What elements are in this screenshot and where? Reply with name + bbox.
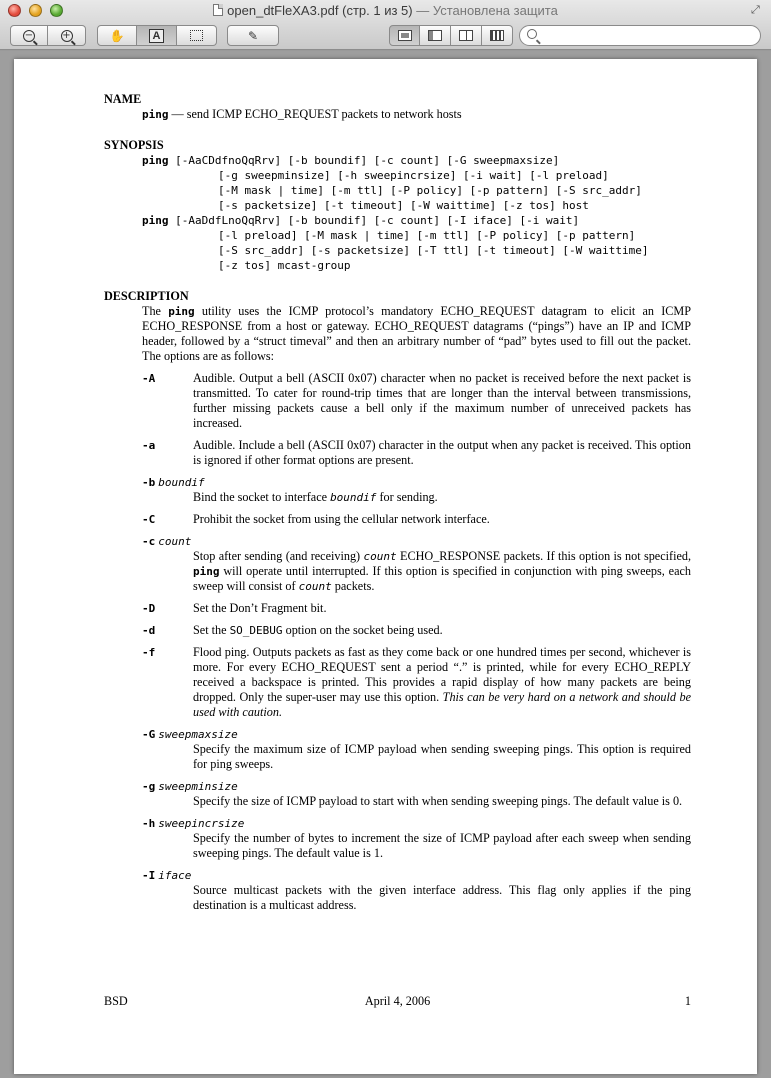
- footer-os: BSD: [104, 994, 128, 1008]
- view-contact-sheet-button[interactable]: [482, 25, 513, 46]
- option-item: [142, 623, 691, 638]
- search-icon: [527, 29, 537, 39]
- pencil-icon: ✎: [247, 28, 259, 43]
- option-flag: -I: [142, 869, 156, 882]
- window-filename: open_dtFleXA3.pdf: [227, 3, 339, 18]
- option-arg-ref: count: [363, 550, 397, 563]
- window-security-status: Установлена защита: [432, 3, 558, 18]
- option-flag: -f: [142, 646, 156, 659]
- option-text: Flood ping. Outputs packets as fast as they come back or one hundred times per second, whichever is more. For every ECHO_REQUEST sent a period “.” is printed, while for every ECHO_REPLY received a backspace is printed. This provides a rapid display of how many packets are being dropped. Only the super-user may use this option.: [193, 645, 691, 704]
- description-paragraph: [142, 304, 691, 364]
- annotate-button[interactable]: [227, 25, 279, 46]
- desc-text: utility uses the ICMP protocol’s mandatory ECHO_REQUEST datagram to elicit an ICMP ECHO_RESPONSE from a host or gateway. ECHO_REQUEST datagrams (“pings”) have an IP and ICMP header, followed by a “struct timeval” and then an arbitrary number of “pad” bytes used to fill out the packet. The options are as follows:: [142, 304, 692, 363]
- desc-text: The: [142, 304, 161, 318]
- zoom-in-button[interactable]: [48, 25, 86, 46]
- synopsis-line: [-l preload] [-M mask | time] [-m ttl] [-P policy] [-p pattern]: [218, 229, 636, 242]
- option-description: Audible. Output a bell (ASCII 0x07) character when no packet is received before the next packet is transmitted. To cater for round-trip times that are longer than the interval between transmissions, further missing packets cause a bell only if the maximum number of unreceived packets has increased.: [193, 371, 691, 430]
- option-item: [142, 534, 691, 594]
- option-flag: -D: [142, 602, 156, 615]
- option-description: Prohibit the socket from using the cellular network interface.: [193, 512, 490, 526]
- option-arg: count: [158, 535, 192, 548]
- option-flag: -G: [142, 728, 156, 741]
- option-code: SO_DEBUG: [229, 624, 283, 637]
- synopsis-line: [-s packetsize] [-t timeout] [-W waittime] [-z tos] host: [218, 199, 589, 212]
- option-description: [193, 549, 691, 594]
- option-header: [142, 779, 691, 794]
- option-command-ref: ping: [193, 565, 220, 578]
- option-text: for sending.: [379, 490, 438, 504]
- document-viewer[interactable]: [0, 51, 771, 1078]
- zoom-control-group: [10, 25, 86, 46]
- synopsis-command: ping: [142, 154, 169, 167]
- text-select-icon: A: [149, 29, 164, 43]
- option-header: [142, 868, 691, 883]
- option-text: will operate until interrupted. If this option is specified in conjunction with ping sweeps, each sweep will consist of: [193, 564, 691, 593]
- option-text: option on the socket being used.: [285, 623, 443, 637]
- synopsis-line: [-g sweepminsize] [-h sweepincrsize] [-i wait] [-l preload]: [218, 169, 609, 182]
- name-command: ping: [142, 108, 169, 121]
- synopsis-line: [142, 213, 691, 228]
- option-flag: -h: [142, 817, 156, 830]
- view-mode-group: [389, 25, 513, 46]
- option-item: [142, 645, 691, 720]
- option-item: [142, 371, 691, 431]
- option-arg: sweepincrsize: [158, 817, 245, 830]
- option-item: [142, 601, 691, 616]
- option-description: [193, 490, 691, 505]
- window-page-info: (стр. 1 из 5): [342, 3, 413, 18]
- zoom-out-icon: −: [24, 29, 34, 41]
- option-description: Specify the number of bytes to increment the size of ICMP payload after each sweep when sending sweeping pings. The default value is 1.: [193, 831, 691, 860]
- option-item: [142, 816, 691, 861]
- annotate-control-group: [227, 25, 279, 46]
- window-chrome: [0, 0, 771, 50]
- synopsis-args: [-AaDdfLnoQqRrv] [-b boundif] [-c count] [-I iface] [-i wait]: [175, 214, 580, 227]
- option-header: [142, 727, 691, 742]
- option-description: [193, 623, 691, 638]
- option-description: Audible. Include a bell (ASCII 0x07) character in the output when any packet is received. This option is ignored if other format options are present.: [193, 438, 691, 467]
- option-arg: sweepminsize: [158, 780, 238, 793]
- synopsis-line: [-M mask | time] [-m ttl] [-P policy] [-p pattern] [-S src_addr]: [218, 184, 642, 197]
- synopsis-args: [-AaCDdfnoQqRrv] [-b boundif] [-c count] [-G sweepmaxsize]: [175, 154, 560, 167]
- option-text: ECHO_RESPONSE packets. If this option is not specified,: [400, 549, 692, 563]
- option-header: [142, 475, 691, 490]
- option-description: [193, 645, 691, 720]
- page-content: [104, 92, 691, 913]
- sidebar-view-icon: [428, 30, 442, 41]
- synopsis-command: ping: [142, 214, 169, 227]
- pdf-document-icon: [213, 4, 223, 16]
- option-item: [142, 475, 691, 505]
- option-description: Set the Don’t Fragment bit.: [193, 601, 327, 615]
- option-flag: -c: [142, 535, 156, 548]
- name-line: [142, 107, 691, 122]
- footer-page-number: 1: [684, 994, 691, 1008]
- synopsis-line: [142, 153, 691, 168]
- search-input[interactable]: [542, 28, 752, 43]
- option-flag: -g: [142, 780, 156, 793]
- synopsis-block: [142, 153, 691, 273]
- option-arg-ref: count: [298, 580, 332, 593]
- synopsis-line: [-S src_addr] [-s packetsize] [-T ttl] [-t timeout] [-W waittime]: [218, 244, 649, 257]
- option-warning: This can be very hard on a network and should be used with caution.: [193, 690, 691, 719]
- synopsis-line: [-z tos] mcast-group: [218, 259, 351, 272]
- contact-sheet-view-icon: [490, 30, 504, 41]
- footer-date: April 4, 2006: [364, 994, 431, 1008]
- option-text: Stop after sending (and receiving): [193, 549, 361, 563]
- zoom-out-button[interactable]: [10, 25, 48, 46]
- text-select-tool-button[interactable]: [137, 25, 177, 46]
- option-flag: -b: [142, 476, 156, 489]
- window-separator: —: [416, 3, 430, 18]
- option-arg: sweepmaxsize: [158, 728, 238, 741]
- option-flag: -C: [142, 513, 156, 526]
- section-heading-synopsis: SYNOPSIS: [104, 138, 164, 152]
- single-page-view-icon: [398, 30, 412, 41]
- window-title: [0, 3, 771, 18]
- option-item: [142, 512, 691, 527]
- option-arg-ref: boundif: [330, 491, 377, 504]
- option-flag: -A: [142, 372, 156, 385]
- fullscreen-icon[interactable]: ⤢: [751, 4, 760, 16]
- option-item: [142, 727, 691, 772]
- view-content-only-button[interactable]: [389, 25, 420, 46]
- marquee-select-icon: [190, 30, 203, 41]
- view-sidebar-button[interactable]: [420, 25, 451, 46]
- search-field[interactable]: [519, 25, 761, 46]
- option-flag: -a: [142, 439, 156, 452]
- page-footer: [104, 994, 691, 1009]
- option-item: [142, 868, 691, 913]
- zoom-in-icon: +: [62, 29, 71, 41]
- section-heading-name: NAME: [104, 92, 142, 106]
- option-text: packets.: [334, 579, 375, 593]
- name-description: — send ICMP ECHO_REQUEST packets to network hosts: [171, 107, 462, 121]
- desc-command: ping: [168, 305, 195, 318]
- tool-control-group: [97, 25, 217, 46]
- option-description: Source multicast packets with the given interface address. This flag only applies if the ping destination is a multicast address.: [193, 883, 691, 912]
- hand-icon: ✋: [109, 28, 125, 43]
- option-arg: boundif: [158, 476, 205, 489]
- option-item: [142, 438, 691, 468]
- two-page-view-icon: [459, 30, 473, 41]
- option-description: Specify the size of ICMP payload to start with when sending sweeping pings. The default value is 0.: [193, 794, 683, 808]
- option-header: [142, 816, 691, 831]
- option-description: Specify the maximum size of ICMP payload when sending sweeping pings. This option is required for ping sweeps.: [193, 742, 691, 771]
- option-arg: iface: [158, 869, 192, 882]
- option-text: Set the: [193, 623, 227, 637]
- rect-select-tool-button[interactable]: [177, 25, 217, 46]
- option-item: [142, 779, 691, 809]
- pdf-page: [14, 59, 757, 1074]
- view-two-page-button[interactable]: [451, 25, 482, 46]
- section-heading-description: DESCRIPTION: [104, 289, 189, 303]
- option-flag: -d: [142, 624, 156, 637]
- option-header: [142, 534, 691, 549]
- move-tool-button[interactable]: [97, 25, 137, 46]
- option-text: Bind the socket to interface: [193, 490, 328, 504]
